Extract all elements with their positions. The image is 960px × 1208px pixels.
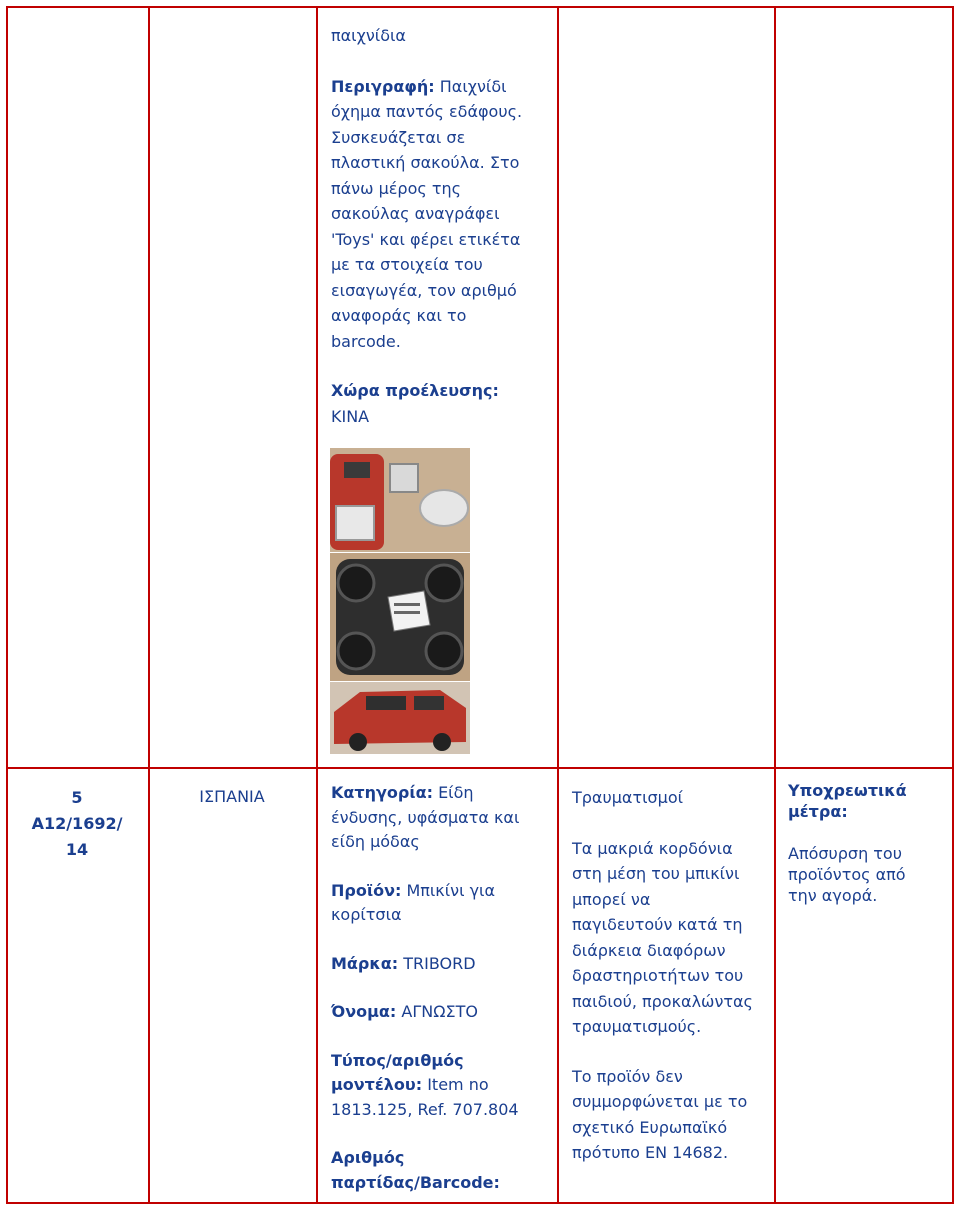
model-field — [331, 1049, 553, 1123]
table-border-col3 — [557, 6, 559, 1204]
country-cell — [150, 784, 314, 810]
table-border-col4 — [774, 6, 776, 1204]
description-label: Περιγραφή: — [331, 76, 435, 96]
table-border-right — [952, 6, 954, 1204]
risk-description — [572, 836, 772, 1040]
brand-field — [331, 952, 553, 977]
measures-description — [788, 843, 950, 906]
product-label: Προϊόν: — [331, 880, 402, 900]
compliance-line: συμμορφώνεται με το — [572, 1092, 748, 1111]
entry-number: 5 — [71, 788, 83, 807]
table-border-top — [6, 6, 954, 8]
brand-value: TRIBORD — [403, 953, 476, 973]
risk-line: τραυματισμούς. — [572, 1017, 702, 1036]
batch-label: παρτίδας/Barcode: — [331, 1172, 500, 1192]
measures-label: μέτρα: — [788, 802, 848, 821]
description-line: πλαστική σακούλα. Στο — [331, 153, 520, 172]
description-line: πάνω μέρος της — [331, 178, 462, 198]
measures-line: την αγορά. — [788, 886, 878, 905]
category-line: είδη μόδας — [331, 832, 420, 851]
measures-label: Υποχρεωτικά — [788, 781, 907, 800]
product-photo-front — [330, 448, 470, 552]
product-photo-bag — [330, 553, 470, 681]
reference-line: A12/1692/ — [31, 814, 123, 833]
name-label: Όνομα: — [331, 1002, 397, 1021]
description-line: 'Toys' και φέρει ετικέτα — [331, 229, 521, 249]
risk-line: Τα μακριά κορδόνια — [572, 838, 733, 858]
risk-line: παιδιού, προκαλώντας — [572, 991, 753, 1011]
product-details-cell — [331, 781, 553, 1195]
compliance-note — [572, 1064, 772, 1166]
measures-line: Απόσυρση του — [788, 844, 902, 863]
category-field — [331, 781, 553, 855]
product-field — [331, 879, 553, 928]
description-line: Συσκευάζεται σε — [331, 127, 466, 147]
description-line: Παιχνίδι — [439, 76, 507, 96]
origin-block — [331, 378, 553, 429]
model-value: Item no — [427, 1075, 489, 1094]
risk-line: παγιδευτούν κατά τη — [572, 915, 743, 934]
table-border-col2 — [316, 6, 318, 1204]
description-line: εισαγωγέα, τον αριθμό — [331, 280, 517, 300]
risk-cell — [572, 785, 772, 1166]
batch-field — [331, 1146, 553, 1195]
name-value: ΑΓΝΩΣΤΟ — [401, 1002, 478, 1021]
table-border-bottom — [6, 1202, 954, 1204]
product-line: κορίτσια — [331, 905, 402, 924]
origin-value: ΚΙΝΑ — [331, 406, 370, 426]
category-tail: παιχνίδια — [331, 26, 406, 45]
risk-line: στη μέση του μπικίνι — [572, 864, 740, 883]
category-line: ένδυσης, υφάσματα και — [331, 807, 520, 827]
product-photo-side — [330, 682, 470, 754]
model-value: 1813.125, Ref. 707.804 — [331, 1099, 519, 1119]
category-label: Κατηγορία: — [331, 783, 433, 802]
batch-label: Αριθμός — [331, 1148, 405, 1167]
risk-line: διάρκεια διαφόρων — [572, 940, 726, 960]
description-line: σακούλας αναγράφει — [331, 204, 500, 223]
model-label: μοντέλου: — [331, 1075, 423, 1094]
category-line: Είδη — [438, 783, 474, 802]
entry-reference-cell — [8, 785, 146, 863]
description-line: αναφοράς και το — [331, 306, 467, 325]
compliance-line: σχετικό Ευρωπαϊκό — [572, 1117, 728, 1137]
risk-line: δραστηριοτήτων του — [572, 966, 744, 985]
upper-product-cell — [331, 23, 553, 429]
name-field — [331, 1000, 553, 1025]
table-border-col1 — [148, 6, 150, 1204]
compliance-line: Το προϊόν δεν — [572, 1066, 683, 1086]
brand-label: Μάρκα: — [331, 953, 399, 973]
risk-line: μπορεί να — [572, 889, 651, 909]
risk-title: Τραυματισμοί — [572, 788, 684, 807]
description-line: barcode. — [331, 331, 401, 351]
measures-heading — [788, 780, 950, 822]
origin-label: Χώρα προέλευσης: — [331, 381, 499, 400]
description-line: όχημα παντός εδάφους. — [331, 102, 523, 121]
measures-line: προϊόντος από — [788, 865, 906, 884]
table-row-divider — [6, 767, 954, 769]
description-block — [331, 74, 553, 355]
product-line: Μπικίνι για — [406, 880, 496, 900]
country: ΙΣΠΑΝΙΑ — [199, 787, 265, 806]
table-border-left — [6, 6, 8, 1204]
model-label: Τύπος/αριθμός — [331, 1050, 464, 1070]
measures-cell — [788, 780, 950, 906]
compliance-line: πρότυπο EN 14682. — [572, 1143, 729, 1162]
description-line: με τα στοιχεία του — [331, 255, 483, 274]
reference-line: 14 — [65, 840, 89, 859]
